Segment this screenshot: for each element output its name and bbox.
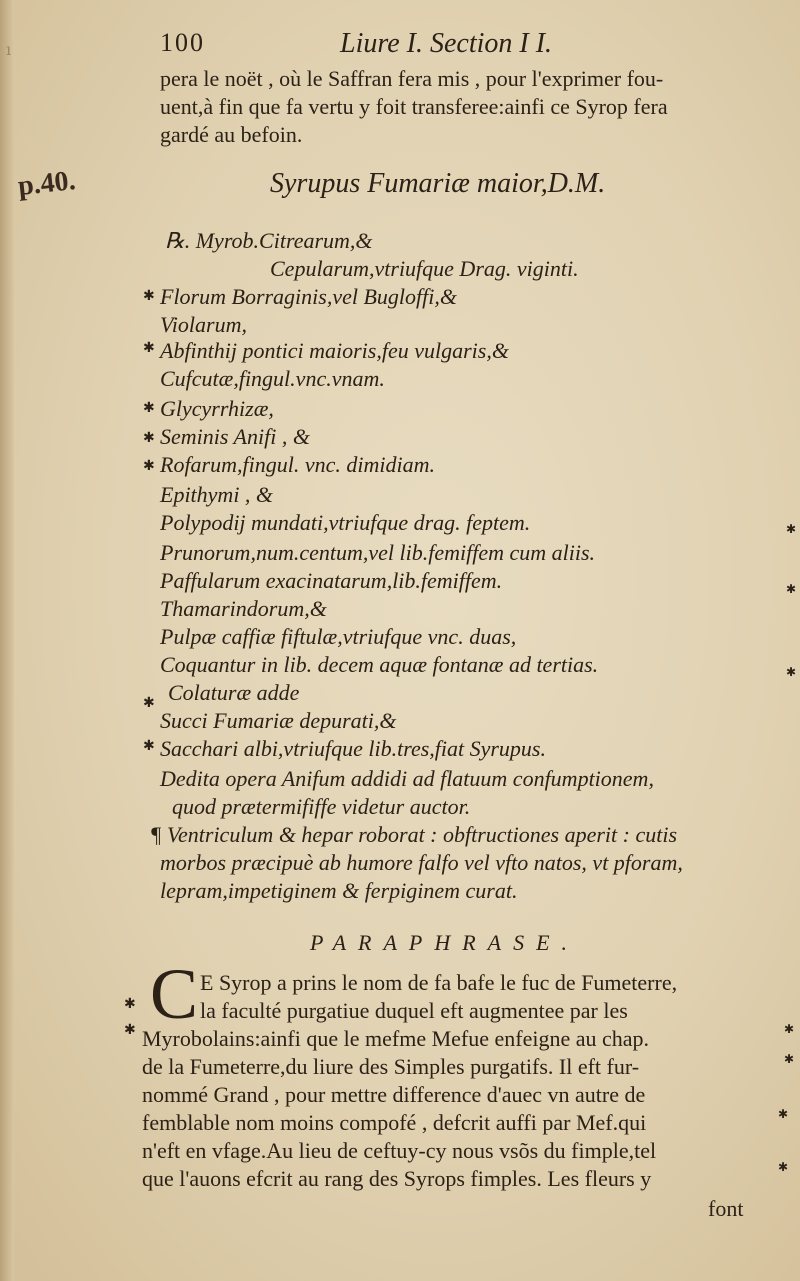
asterisk-mark: ✱ [786,522,797,536]
paraphrase-line: n'eft en vfage.Au lieu de ceftuy-cy nous vsõs du fimple,tel [142,1138,657,1163]
recipe-line: Thamarindorum,& [160,596,327,621]
asterisk-mark: ✱ [786,665,797,679]
asterisk-mark: ✱ [786,582,797,596]
recipe-line: Glycyrrhizæ, [160,396,274,421]
asterisk-mark: ✱ [143,738,155,754]
recipe-line: Polypodij mundati,vtriufque drag. feptem. [160,510,531,535]
paraphrase-line: femblable nom moins compofé , defcrit auffi par Mef.qui [142,1110,647,1135]
recipe-line: Succi Fumariæ depurati,& [160,708,397,733]
paraphrase-line: Myrobolains:ainfi que le mefme Mefue enfeigne au chap. [142,1026,650,1051]
asterisk-mark: ✱ [124,1022,136,1038]
recipe-line: Sacchari albi,vtriufque lib.tres,fiat Syrupus. [160,736,546,761]
asterisk-mark: ✱ [124,996,136,1012]
recipe-line: Rofarum,fingul. vnc. dimidiam. [160,452,435,477]
recipe-line: Colaturæ adde [168,680,300,705]
recipe-line: Cepularum,vtriufque Drag. viginti. [270,256,579,281]
page-number: 100 [160,28,205,57]
asterisk-mark: ✱ [778,1107,789,1121]
intro-line: uent,à fin que fa vertu y foit transferee:ainfi ce Syrop fera [160,94,668,119]
margin-handwritten-note: p.40. [16,165,77,202]
margin-ornament: ı [6,40,12,59]
recipe-line: Dedita opera Anifum addidi ad flatuum confumptionem, [160,766,654,791]
recipe-line: lepram,impetiginem & ferpiginem curat. [160,878,518,903]
recipe-line: Pulpæ caffiæ fiftulæ,vtriufque vnc. duas, [160,624,517,649]
recipe-title: Syrupus Fumariæ maior,D.M. [270,168,606,199]
paraphrase-line: la faculté purgatiue duquel eft augmentee par les [200,998,628,1023]
recipe-line: morbos præcipuè ab humore falfo vel vfto natos, vt pforam, [160,850,683,875]
asterisk-mark: ✱ [143,430,155,446]
recipe-line: ¶ Ventriculum & hepar roborat : obftructiones aperit : cutis [150,822,678,847]
asterisk-mark: ✱ [143,340,155,356]
paraphrase-line: de la Fumeterre,du liure des Simples purgatifs. Il eft fur- [142,1054,640,1079]
recipe-line: Seminis Anifi , & [160,424,310,449]
drop-cap: C [150,954,199,1034]
asterisk-mark: ✱ [778,1160,789,1174]
recipe-line: Paffularum exacinatarum,lib.femiffem. [160,568,503,593]
running-title: Liure I. Section I I. [340,28,553,59]
intro-line: gardé au befoin. [160,122,303,147]
recipe-line: Prunorum,num.centum,vel lib.femiffem cum aliis. [160,540,596,565]
asterisk-mark: ✱ [143,458,155,474]
page-gutter [0,0,14,1281]
asterisk-mark: ✱ [143,400,155,416]
recipe-line: Abfinthij pontici maioris,feu vulgaris,& [160,338,509,363]
recipe-line: Violarum, [160,312,247,337]
recipe-line: Coquantur in lib. decem aquæ fontanæ ad tertias. [160,652,599,677]
recipe-line: ℞. Myrob.Citrearum,& [165,228,373,253]
paraphrase-line: que l'auons efcrit au rang des Syrops fimples. Les fleurs y [142,1166,652,1191]
recipe-line: Epithymi , & [160,482,274,507]
recipe-line: Cufcutæ,fingul.vnc.vnam. [160,366,385,391]
paraphrase-line: nommé Grand , pour mettre difference d'auec vn autre de [142,1082,646,1107]
recipe-line: Florum Borraginis,vel Bugloffi,& [160,284,457,309]
recipe-line: quod prætermififfe videtur auctor. [172,794,471,819]
paraphrase-line: E Syrop a prins le nom de fa bafe le fuc de Fumeterre, [200,970,678,995]
asterisk-mark: ✱ [143,288,155,304]
intro-line: pera le noët , où le Saffran fera mis , pour l'exprimer fou- [160,66,664,91]
running-header [160,28,780,62]
asterisk-mark: ✱ [784,1052,795,1066]
catchword: font [708,1196,744,1221]
asterisk-mark: ✱ [143,695,155,711]
paraphrase-heading: PARAPHRASE. [310,930,580,955]
asterisk-mark: ✱ [784,1022,795,1036]
